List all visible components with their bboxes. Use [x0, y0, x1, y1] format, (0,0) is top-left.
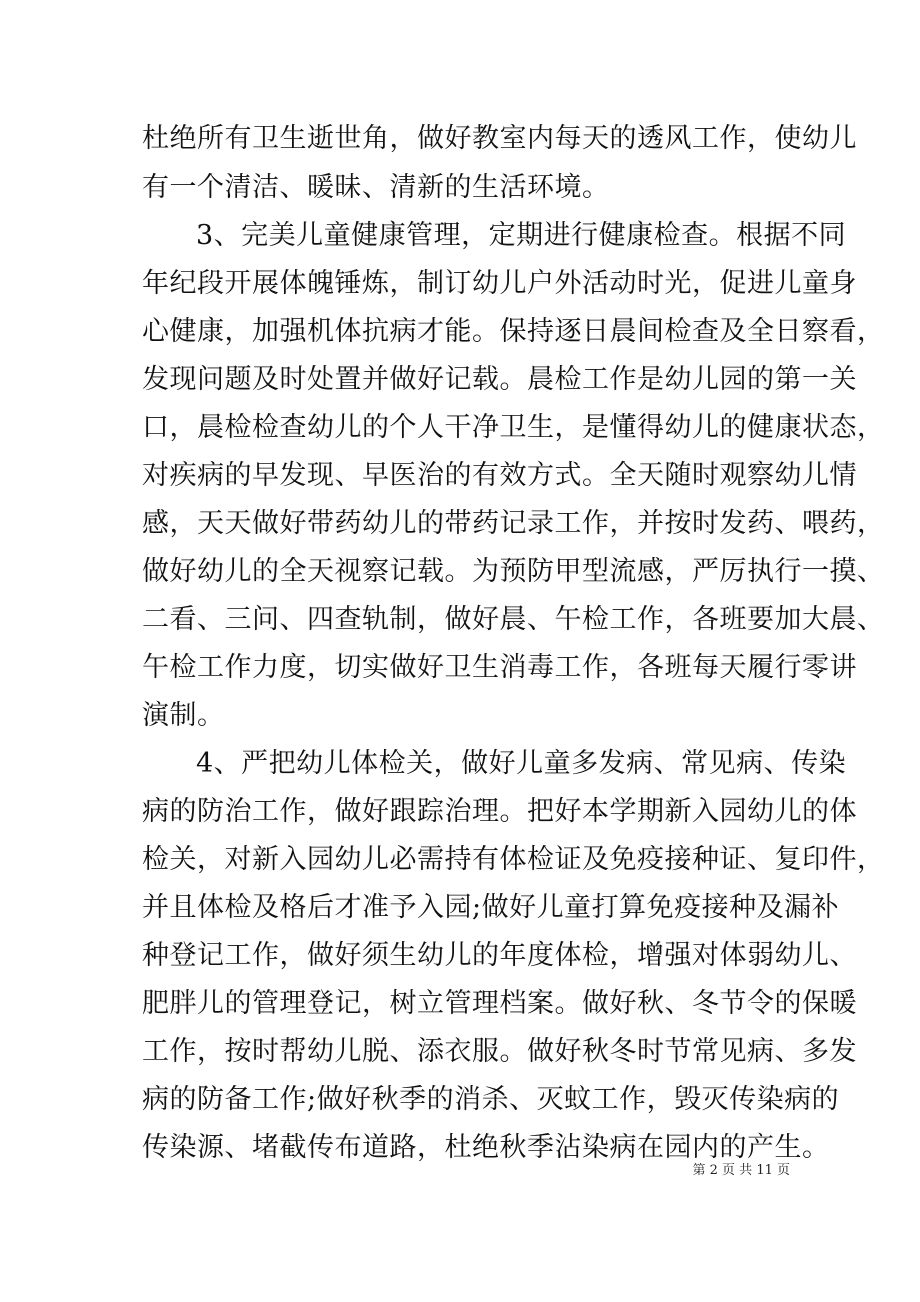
text-line: 传染源、堵截传布道路，杜绝秋季沾染病在园内的产生。: [142, 1132, 830, 1163]
text-line: 病的防治工作，做好跟踪治理。把好本学期新入园幼儿的体: [142, 796, 857, 827]
text-line: 病的防备工作;做好秋季的消杀、灭蚊工作，毁灭传染病的: [142, 1084, 840, 1115]
text-line: 并且体检及格后才准予入园;做好儿童打算免疫接种及漏补: [142, 892, 840, 923]
text-line: 感，天天做好带药幼儿的带药记录工作，并按时发药、喂药，: [142, 508, 885, 539]
text-line: 杜绝所有卫生逝世角，做好教室内每天的透风工作，使幼儿: [142, 123, 857, 154]
text-line: 做好幼儿的全天视察记载。为预防甲型流感，严厉执行一摸、: [142, 556, 885, 587]
text-line: 演制。: [142, 700, 225, 731]
text-line: 肥胖儿的管理登记，树立管理档案。做好秋、冬节令的保暖: [142, 988, 857, 1019]
text-line: 口，晨检检查幼儿的个人干净卫生，是懂得幼儿的健康状态，: [142, 412, 885, 443]
text-line: 年纪段开展体魄锤炼，制订幼儿户外活动时光，促进儿童身: [142, 268, 857, 299]
paragraph-4-first-line: 4、严把幼儿体检关，做好儿童多发病、常见病、传染: [196, 748, 847, 779]
text-line: 对疾病的早发现、早医治的有效方式。全天随时观察幼儿情: [142, 460, 857, 491]
text-line: 种登记工作，做好须生幼儿的年度体检，增强对体弱幼儿、: [142, 940, 857, 971]
text-line: 二看、三问、四查轨制，做好晨、午检工作，各班要加大晨、: [142, 604, 885, 635]
page-number-footer: 第 2 页 共 11 页: [692, 1163, 790, 1178]
paragraph-3-first-line: 3、完美儿童健康管理，定期进行健康检查。根据不同: [196, 220, 847, 251]
text-line: 有一个清洁、暖昧、清新的生活环境。: [142, 172, 610, 203]
text-line: 检关，对新入园幼儿必需持有体检证及免疫接种证、复印件，: [142, 844, 885, 875]
text-line: 发现问题及时处置并做好记载。晨检工作是幼儿园的第一关: [142, 364, 857, 395]
text-line: 午检工作力度，切实做好卫生消毒工作，各班每天履行零讲: [142, 652, 857, 683]
text-line: 心健康，加强机体抗病才能。保持逐日晨间检查及全日察看，: [142, 316, 885, 347]
text-line: 工作，按时帮幼儿脱、添衣服。做好秋冬时节常见病、多发: [142, 1036, 857, 1067]
